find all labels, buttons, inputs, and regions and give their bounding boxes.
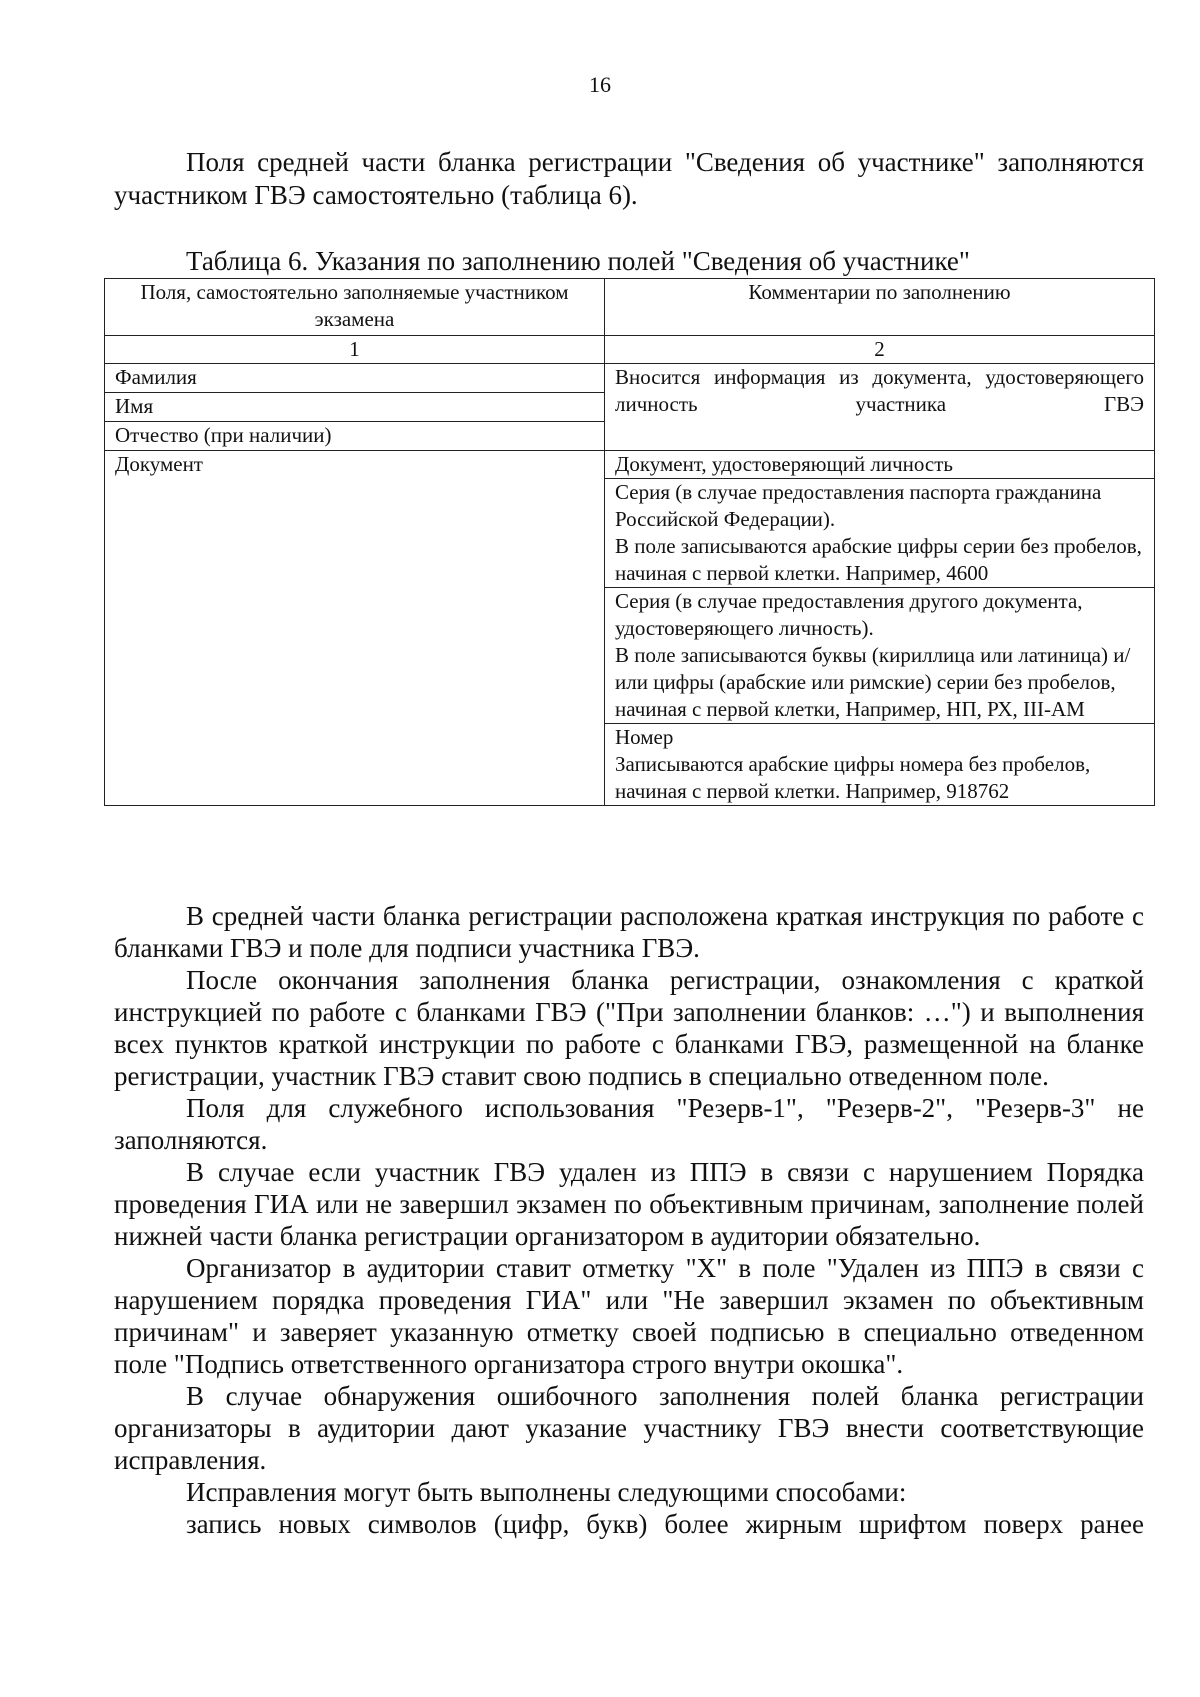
paragraph: Организатор в аудитории ставит отметку "X" в поле "Удален из ППЭ в связи с нарушением порядка проведения ГИА" или "Не завершил экзамен по объективным причинам" и заверяет указанную отметку своей подписью в специально отведенном поле "Подпись ответственного организатора строго внутри окошка".	[114, 1253, 1144, 1379]
page-number: 16	[589, 72, 611, 97]
header-col-comments: Комментарии по заполнению	[605, 279, 1155, 336]
paragraph: Исправления могут быть выполнены следующими способами:	[186, 1477, 907, 1507]
body-text	[114, 900, 1144, 1540]
document-row-type: Документ, удостоверяющий личность	[605, 451, 1154, 479]
name-fields-cell	[105, 364, 605, 451]
field-patronymic: Отчество (при наличии)	[115, 423, 332, 447]
paragraph: После окончания заполнения бланка регистрации, ознакомления с краткой инструкцией по работе с бланками ГВЭ ("При заполнении бланков: …") и выполнения всех пунктов краткой инструкции по работе с бланками ГВЭ, размещенной на бланке регистрации, участник ГВЭ ставит свою подпись в специально отведенном поле.	[114, 965, 1144, 1091]
document-row-passport-series: Серия (в случае предоставления паспорта гражданина Российской Федерации). В поле записываются арабские цифры серии без пробелов, начиная с первой клетки. Например, 4600	[605, 479, 1154, 588]
paragraph: запись новых символов (цифр, букв) более жирным шрифтом поверх ранее	[186, 1509, 1144, 1539]
paragraph: В средней части бланка регистрации расположена краткая инструкция по работе с бланками ГВЭ и поле для подписи участника ГВЭ.	[114, 901, 1144, 963]
field-surname: Фамилия	[105, 364, 604, 393]
field-first-name: Имя	[105, 393, 604, 422]
header-col-fields: Поля, самостоятельно заполняемые участником экзамена	[105, 279, 605, 336]
document-row-other-series: Серия (в случае предоставления другого документа, удостоверяющего личность). В поле записываются буквы (кириллица или латиница) и/или цифры (арабские или римские) серии без пробелов, начиная с первой клетки, Например, НП, РХ, III-АМ	[605, 588, 1154, 724]
column-number-1: 1	[105, 336, 605, 364]
table-row-name-fields	[105, 364, 1155, 451]
table-row-document	[105, 451, 1155, 806]
intro-paragraph	[114, 146, 1144, 212]
paragraph: В случае если участник ГВЭ удален из ППЭ в связи с нарушением Порядка проведения ГИА или не завершил экзамен по объективным причинам, заполнение полей нижней части бланка регистрации организатором в аудитории обязательно.	[114, 1157, 1144, 1251]
column-number-2: 2	[605, 336, 1155, 364]
table-caption: Таблица 6. Указания по заполнению полей "Сведения об участнике"	[186, 246, 970, 276]
name-comment-cell	[605, 364, 1155, 451]
intro-text: Поля средней части бланка регистрации "Сведения об участнике" заполняются участником ГВЭ самостоятельно (таблица 6).	[114, 147, 1144, 210]
table-header-row	[105, 279, 1155, 336]
paragraph: В случае обнаружения ошибочного заполнения полей бланка регистрации организаторы в аудитории дают указание участнику ГВЭ внести соответствующие исправления.	[114, 1381, 1144, 1475]
paragraph: Поля для служебного использования "Резерв-1", "Резерв-2", "Резерв-3" не заполняются.	[114, 1093, 1144, 1155]
document-comments-cell	[605, 451, 1155, 806]
table-number-row	[105, 336, 1155, 364]
name-comment: Вносится информация из документа, удостоверяющего личность участника ГВЭ	[615, 365, 1144, 416]
participant-fields-table	[104, 278, 1155, 806]
document-label-cell: Документ	[105, 451, 605, 806]
document-row-number: Номер Записываются арабские цифры номера без пробелов, начиная с первой клетки. Например, 918762	[615, 725, 1091, 803]
